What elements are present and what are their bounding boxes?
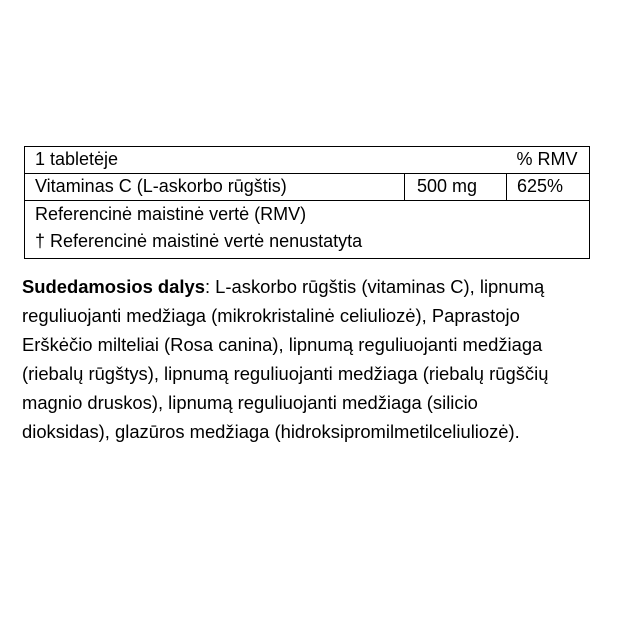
footnote-row: [25, 201, 590, 259]
nutrient-amount: 500 mg: [405, 174, 507, 201]
ingredients-line: Erškėčio milteliai (Rosa canina), lipnumą reguliuojanti medžiaga: [22, 334, 543, 355]
table-row: [25, 174, 590, 201]
serving-label: 1 tabletėje: [25, 147, 507, 174]
table-header-row: [25, 147, 590, 174]
footnote-dagger: † Referencinė maistinė vertė nenustatyta: [35, 231, 363, 251]
footnote-rmv: Referencinė maistinė vertė (RMV): [35, 204, 307, 224]
ingredients-line: (riebalų rūgštys), lipnumą reguliuojanti medžiaga (riebalų rūgščių: [22, 363, 549, 384]
ingredients-line: [22, 272, 602, 301]
nutrient-name: Vitaminas C (L-askorbo rūgštis): [25, 174, 405, 201]
rmv-header: % RMV: [507, 147, 590, 174]
ingredients-paragraph: [22, 272, 602, 446]
ingredients-line: reguliuojanti medžiaga (mikrokristalinė celiuliozė), Paprastojo: [22, 305, 520, 326]
ingredients-line: magnio druskos), lipnumą reguliuojanti medžiaga (silicio: [22, 392, 478, 413]
nutrient-rmv: 625%: [507, 174, 590, 201]
ingredients-line: dioksidas), glazūros medžiaga (hidroksipromilmetilceliuliozė).: [22, 421, 520, 442]
footnotes-cell: [25, 201, 590, 259]
ingredients-heading: Sudedamosios dalys: [22, 276, 205, 297]
ingredients-text: : L-askorbo rūgštis (vitaminas C), lipnumą: [204, 276, 545, 297]
nutrition-table: [24, 146, 590, 259]
